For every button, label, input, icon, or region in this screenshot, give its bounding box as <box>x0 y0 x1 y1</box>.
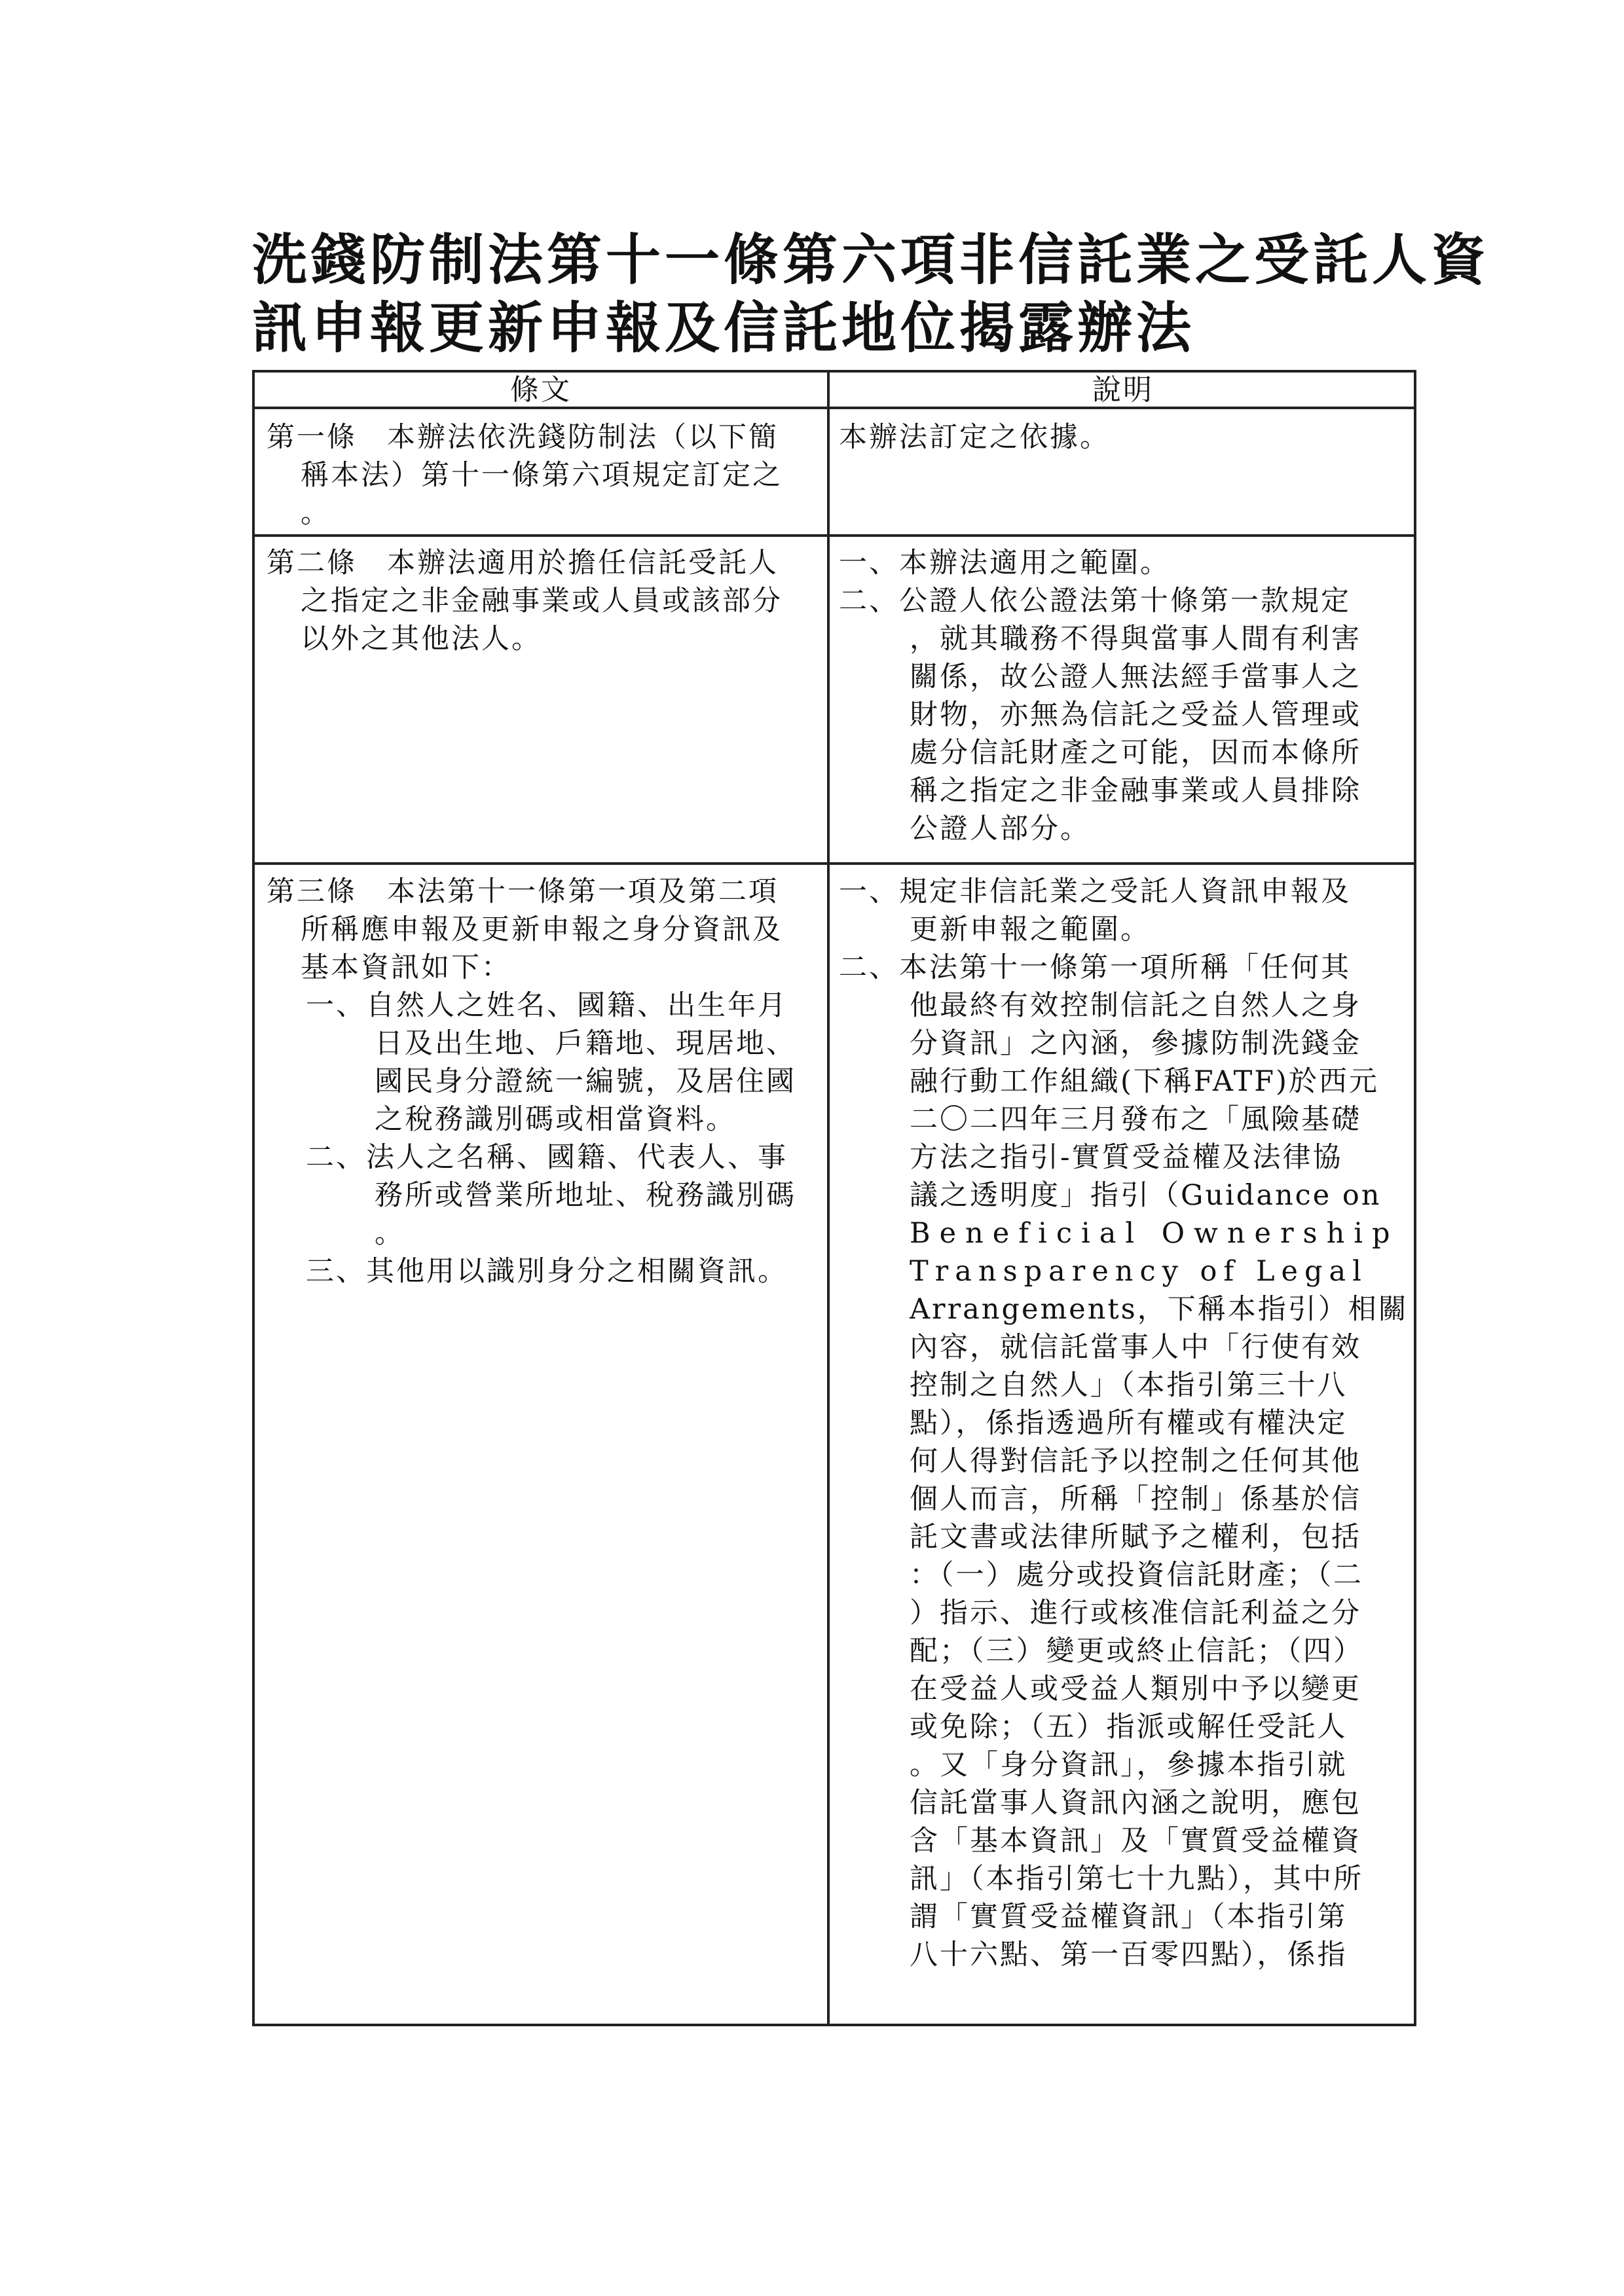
explanation-3-line: 他最終有效控制信託之自然人之身 <box>910 989 1361 1022</box>
article-3-item: 二、法人之名稱、國籍、代表人、事 <box>306 1141 788 1174</box>
article-2 <box>267 544 817 658</box>
explanation-3 <box>839 873 1410 1974</box>
article-3-line: 之稅務識別碼或相當資料。 <box>375 1103 736 1136</box>
explanation-3-line: 信託當事人資訊內涵之說明，應包 <box>910 1787 1361 1819</box>
article-1 <box>267 418 817 532</box>
row-divider-1 <box>255 534 1414 537</box>
article-2-line: 第二條 本辦法適用於擔任信託受託人 <box>267 547 779 579</box>
explanation-3-line: 個人而言，所稱「控制」係基於信 <box>910 1483 1361 1516</box>
explanation-3-line: 託文書或法律所賦予之權利，包括 <box>910 1521 1361 1554</box>
document-title <box>252 226 1490 362</box>
explanation-3-line: 含「基本資訊」及「實質受益權資 <box>910 1825 1361 1857</box>
article-2-line: 以外之其他法人。 <box>301 623 542 655</box>
article-3 <box>267 873 817 1290</box>
article-3-line: 所稱應申報及更新申報之身分資訊及 <box>301 913 783 946</box>
article-3-item: 一、自然人之姓名、國籍、出生年月 <box>306 989 788 1022</box>
title-line-1: 洗錢防制法第十一條第六項非信託業之受託人資 <box>252 227 1490 292</box>
regulation-table <box>252 370 1416 2026</box>
explanation-2-item: 一、本辦法適用之範圍。 <box>839 547 1170 579</box>
explanation-2-line: 處分信託財產之可能，因而本條所 <box>910 737 1361 769</box>
explanation-3-line: ）指示、進行或核准信託利益之分 <box>910 1597 1361 1630</box>
explanation-3-line: Beneficial Ownership <box>910 1217 1399 1250</box>
explanation-3-line: Arrangements，下稱本指引）相關 <box>910 1293 1409 1326</box>
explanation-2-line: 關係，故公證人無法經手當事人之 <box>910 661 1361 693</box>
row-divider-2 <box>255 862 1414 865</box>
explanation-3-line: 點），係指透過所有權或有權決定 <box>910 1407 1348 1440</box>
explanation-3-line: 。又「身分資訊」，參據本指引就 <box>910 1749 1348 1781</box>
explanation-2-line: 稱之指定之非金融事業或人員排除 <box>910 774 1361 807</box>
explanation-2-line: ，就其職務不得與當事人間有利害 <box>910 623 1361 655</box>
explanation-3-line: 在受益人或受益人類別中予以變更 <box>910 1673 1361 1705</box>
article-3-line: 。 <box>375 1217 405 1250</box>
explanation-3-line: 何人得對信託予以控制之任何其他 <box>910 1445 1361 1478</box>
explanation-3-line: 內容，就信託當事人中「行使有效 <box>910 1331 1361 1364</box>
article-3-line: 國民身分證統一編號，及居住國 <box>375 1065 796 1098</box>
title-line-2: 訊申報更新申報及信託地位揭露辦法 <box>252 295 1196 360</box>
explanation-3-line: 更新申報之範圍。 <box>910 913 1151 946</box>
header-articles: 條文 <box>510 373 572 407</box>
explanation-3-line: 謂「實質受益權資訊」（本指引第 <box>910 1901 1348 1933</box>
explanation-3-line: 議之透明度」指引（Guidance on <box>910 1179 1382 1212</box>
explanation-2-line: 財物，亦無為信託之受益人管理或 <box>910 699 1361 731</box>
article-3-line: 務所或營業所地址、稅務識別碼 <box>375 1179 796 1212</box>
explanation-3-line: 方法之指引-實質受益權及法律協 <box>910 1141 1343 1174</box>
explanation-3-line: 八十六點、第一百零四點），係指 <box>910 1939 1348 1971</box>
explanation-2-line: 公證人部分。 <box>910 812 1090 845</box>
column-divider <box>827 373 830 2024</box>
explanation-1-line: 本辦法訂定之依據。 <box>839 421 1110 454</box>
explanation-2-item: 二、公證人依公證法第十條第一款規定 <box>839 585 1351 617</box>
explanation-1 <box>839 418 1410 456</box>
article-3-line: 基本資訊如下： <box>301 951 511 984</box>
explanation-3-line: 分資訊」之內涵，參據防制洗錢金 <box>910 1027 1361 1060</box>
explanation-3-line: ：（一）處分或投資信託財產；（二 <box>910 1559 1363 1592</box>
explanation-3-line: 融行動工作組織(下稱FATF)於西元 <box>910 1065 1379 1098</box>
article-2-line: 之指定之非金融事業或人員或該部分 <box>301 585 783 617</box>
explanation-2 <box>839 544 1410 848</box>
explanation-3-line: 配；（三）變更或終止信託；（四） <box>910 1635 1363 1667</box>
header-explanation: 說明 <box>1092 373 1154 407</box>
explanation-3-line: Transparency of Legal <box>910 1255 1368 1288</box>
article-3-item: 三、其他用以識別身分之相關資訊。 <box>306 1255 788 1288</box>
article-3-line: 第三條 本法第十一條第一項及第二項 <box>267 875 779 908</box>
article-1-line: 。 <box>301 497 331 530</box>
explanation-3-item: 二、本法第十一條第一項所稱「任何其 <box>839 951 1351 984</box>
article-3-line: 日及出生地、戶籍地、現居地、 <box>375 1027 796 1060</box>
explanation-3-line: 控制之自然人」（本指引第三十八 <box>910 1369 1348 1402</box>
article-1-line: 第一條 本辦法依洗錢防制法（以下簡 <box>267 421 779 454</box>
explanation-3-line: 二〇二四年三月發布之「風險基礎 <box>910 1103 1361 1136</box>
explanation-3-line: 或免除；（五）指派或解任受託人 <box>910 1711 1348 1743</box>
article-1-line: 稱本法）第十一條第六項規定訂定之 <box>301 459 783 492</box>
explanation-3-item: 一、規定非信託業之受託人資訊申報及 <box>839 875 1351 908</box>
explanation-3-line: 訊」（本指引第七十九點），其中所 <box>910 1863 1363 1895</box>
